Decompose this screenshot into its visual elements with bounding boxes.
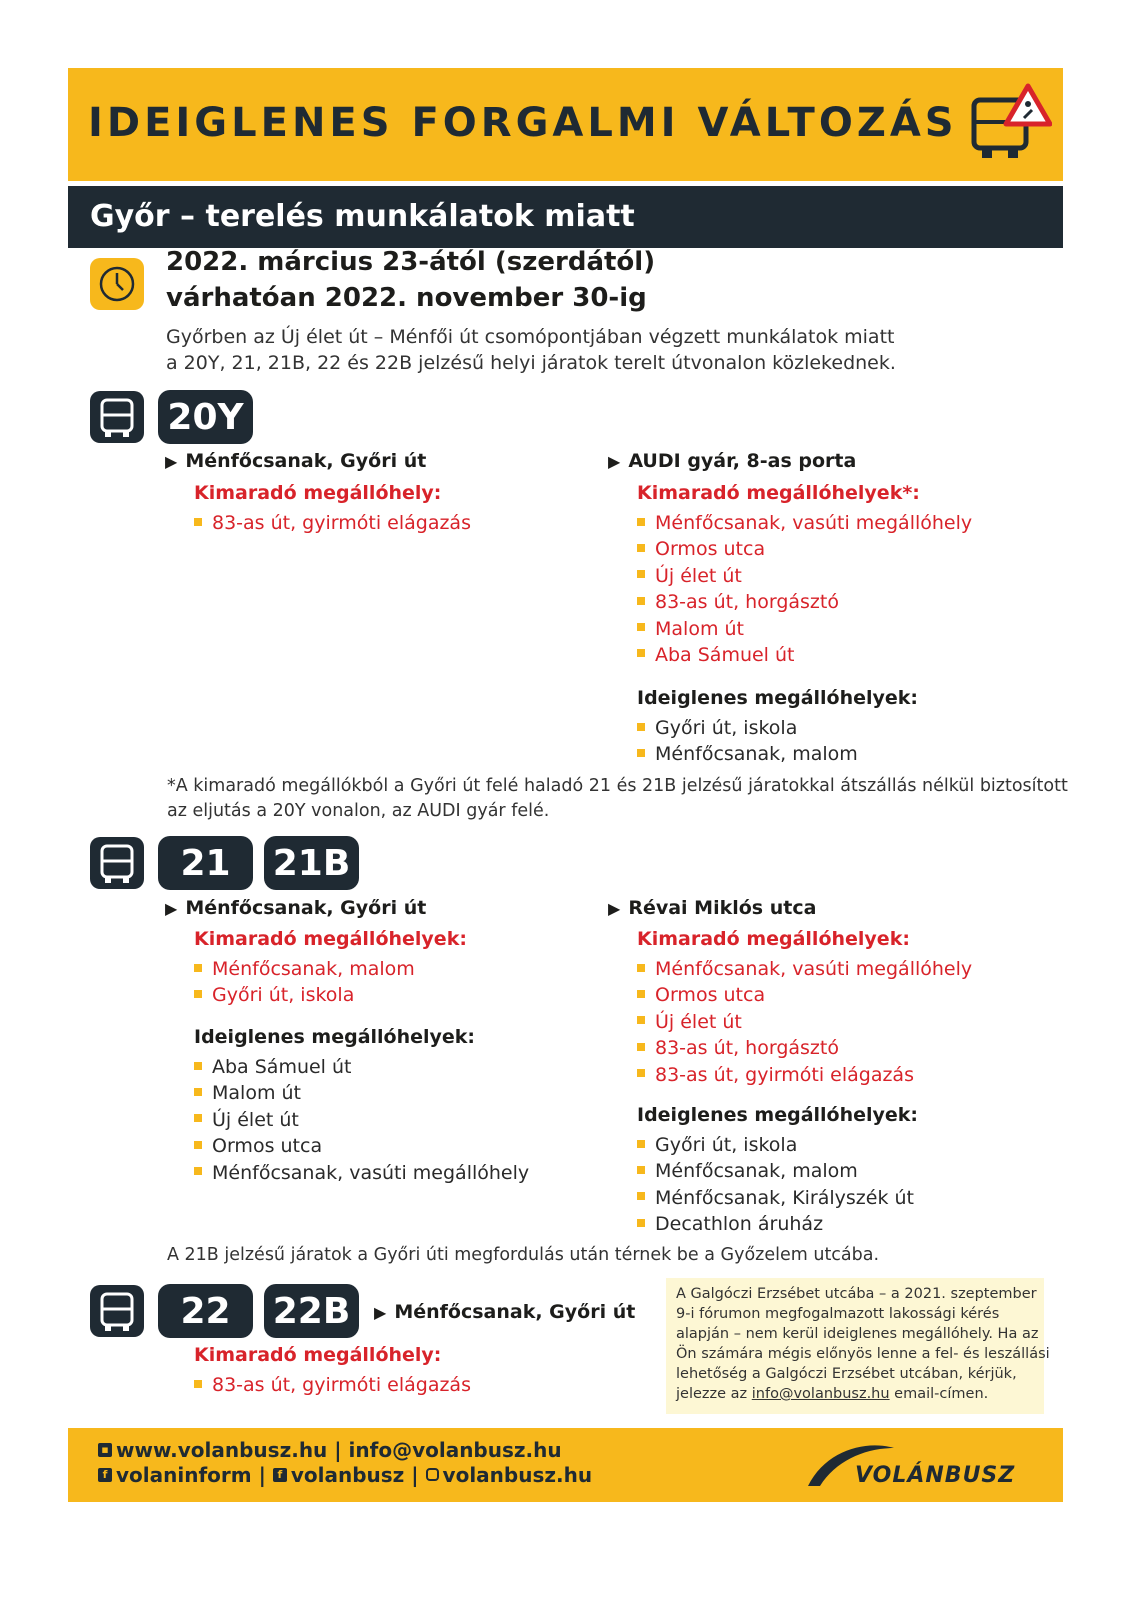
- facebook-icon: f: [273, 1468, 287, 1482]
- list-item: Ménfőcsanak, Királyszék út: [637, 1185, 914, 1211]
- temporary-heading-20y-right: Ideiglenes megállóhelyek:: [637, 687, 919, 709]
- list-item: Malom út: [637, 616, 972, 642]
- omitted-heading-22: Kimaradó megállóhely:: [194, 1344, 442, 1366]
- info-line: A Galgóczi Erzsébet utcába – a 2021. szeptember: [676, 1286, 1037, 1302]
- info-line: Ön számára mégis előnyös lenne a fel- és leszállási: [676, 1346, 1050, 1362]
- volanbusz-logo: VOLÁNBUSZ: [855, 1463, 1016, 1488]
- list-item: 83-as út, gyirmóti elágazás: [194, 510, 471, 536]
- list-item: Ormos utca: [637, 536, 972, 562]
- date-until: várhatóan 2022. november 30-ig: [166, 283, 647, 313]
- list-item: Ménfőcsanak, malom: [637, 741, 858, 767]
- facebook-link[interactable]: volanbusz: [290, 1463, 405, 1487]
- list-item: Ormos utca: [637, 982, 972, 1008]
- list-item: Aba Sámuel út: [194, 1054, 529, 1080]
- direction-21-left: ▶ Ménfőcsanak, Győri út: [165, 897, 427, 919]
- info-line: lehetőség a Galgóczi Erzsébet utcában, kérjük,: [676, 1366, 1017, 1382]
- bus-icon: [90, 391, 144, 443]
- direction-22: ▶ Ménfőcsanak, Győri út: [374, 1301, 636, 1323]
- web-icon: ▪: [98, 1443, 112, 1457]
- temporary-list-20y-right: [637, 715, 858, 768]
- route-badge-21: 21: [158, 836, 253, 890]
- list-item: Ménfőcsanak, vasúti megállóhely: [637, 510, 972, 536]
- temporary-list-21-left: [194, 1054, 529, 1186]
- list-item: 83-as út, gyirmóti elágazás: [194, 1372, 471, 1398]
- website-link[interactable]: www.volanbusz.hu: [116, 1438, 328, 1462]
- bus-icon: [90, 837, 144, 889]
- route-badge-21b: 21B: [264, 836, 359, 890]
- list-item: Győri út, iskola: [637, 715, 858, 741]
- list-item: Ormos utca: [194, 1133, 529, 1159]
- direction-20y-left: ▶ Ménfőcsanak, Győri út: [165, 450, 427, 472]
- footnote-line-2: az eljutás a 20Y vonalon, az AUDI gyár felé.: [167, 801, 550, 821]
- omitted-list-21-left: [194, 956, 415, 1009]
- list-item: Új élet út: [637, 1009, 972, 1035]
- list-item: Új élet út: [194, 1107, 529, 1133]
- list-item: Ménfőcsanak, vasúti megállóhely: [194, 1160, 529, 1186]
- list-item: Győri út, iskola: [637, 1132, 914, 1158]
- intro-line-2: a 20Y, 21, 21B, 22 és 22B jelzésű helyi járatok terelt útvonalon közlekednek.: [166, 352, 896, 374]
- footer-line-1: ▪ www.volanbusz.hu | info@volanbusz.hu: [98, 1438, 562, 1462]
- omitted-heading-20y-right: Kimaradó megállóhelyek*:: [637, 482, 920, 504]
- facebook-link[interactable]: volaninform: [116, 1463, 252, 1487]
- list-item: 83-as út, horgásztó: [637, 589, 972, 615]
- direction-21-right: ▶ Révai Miklós utca: [608, 897, 817, 919]
- route-badge-22b: 22B: [264, 1284, 359, 1338]
- list-item: Aba Sámuel út: [637, 642, 972, 668]
- list-item: Malom út: [194, 1080, 529, 1106]
- omitted-list-21-right: [637, 956, 972, 1088]
- email-link[interactable]: info@volanbusz.hu: [751, 1386, 890, 1402]
- list-item: Új élet út: [637, 563, 972, 589]
- list-item: Ménfőcsanak, malom: [194, 956, 415, 982]
- info-line: jelezze az info@volanbusz.hu email-címen.: [676, 1386, 989, 1402]
- facebook-icon: f: [98, 1468, 112, 1482]
- route-badge-20y: 20Y: [158, 390, 253, 444]
- omitted-list-20y-left: [194, 510, 471, 536]
- info-line: 9-i fórumon megfogalmazott lakossági kérés: [676, 1306, 1000, 1322]
- email-link[interactable]: info@volanbusz.hu: [348, 1438, 562, 1462]
- direction-20y-right: ▶ AUDI gyár, 8-as porta: [608, 450, 857, 472]
- bus-roadwork-icon: [970, 82, 1052, 160]
- omitted-heading-21-left: Kimaradó megállóhelyek:: [194, 928, 467, 950]
- intro-line-1: Győrben az Új élet út – Ménfői út csomópontjában végzett munkálatok miatt: [166, 326, 895, 348]
- route-badge-22: 22: [158, 1284, 253, 1338]
- omitted-heading-21-right: Kimaradó megállóhelyek:: [637, 928, 910, 950]
- omitted-list-22: [194, 1372, 471, 1398]
- list-item: 83-as út, gyirmóti elágazás: [637, 1062, 972, 1088]
- list-item: 83-as út, horgásztó: [637, 1035, 972, 1061]
- date-from: 2022. március 23-ától (szerdától): [166, 247, 656, 277]
- list-item: Győri út, iskola: [194, 982, 415, 1008]
- temporary-heading-21-left: Ideiglenes megállóhelyek:: [194, 1026, 476, 1048]
- list-item: Ménfőcsanak, vasúti megállóhely: [637, 956, 972, 982]
- page-title: IDEIGLENES FORGALMI VÁLTOZÁS: [88, 100, 958, 146]
- info-line: alapján – nem kerül ideiglenes megállóhely. Ha az: [676, 1326, 1039, 1342]
- instagram-icon: [426, 1468, 439, 1481]
- list-item: Ménfőcsanak, malom: [637, 1158, 914, 1184]
- subtitle: Győr – terelés munkálatok miatt: [90, 199, 635, 234]
- clock-icon: [90, 258, 144, 310]
- omitted-heading-20y-left: Kimaradó megállóhely:: [194, 482, 442, 504]
- route-21b-note: A 21B jelzésű járatok a Győri úti megfordulás után térnek be a Győzelem utcába.: [167, 1245, 880, 1265]
- omitted-list-20y-right: [637, 510, 972, 668]
- bus-icon: [90, 1285, 144, 1337]
- footnote-line-1: *A kimaradó megállókból a Győri út felé haladó 21 és 21B jelzésű járatokkal átszállás nélkül biztosított: [167, 776, 1068, 796]
- list-item: Decathlon áruház: [637, 1211, 914, 1237]
- temporary-heading-21-right: Ideiglenes megállóhelyek:: [637, 1104, 919, 1126]
- instagram-link[interactable]: volanbusz.hu: [442, 1463, 593, 1487]
- footer-line-2: f volaninform | f volanbusz | volanbusz.hu: [98, 1463, 592, 1487]
- temporary-list-21-right: [637, 1132, 914, 1238]
